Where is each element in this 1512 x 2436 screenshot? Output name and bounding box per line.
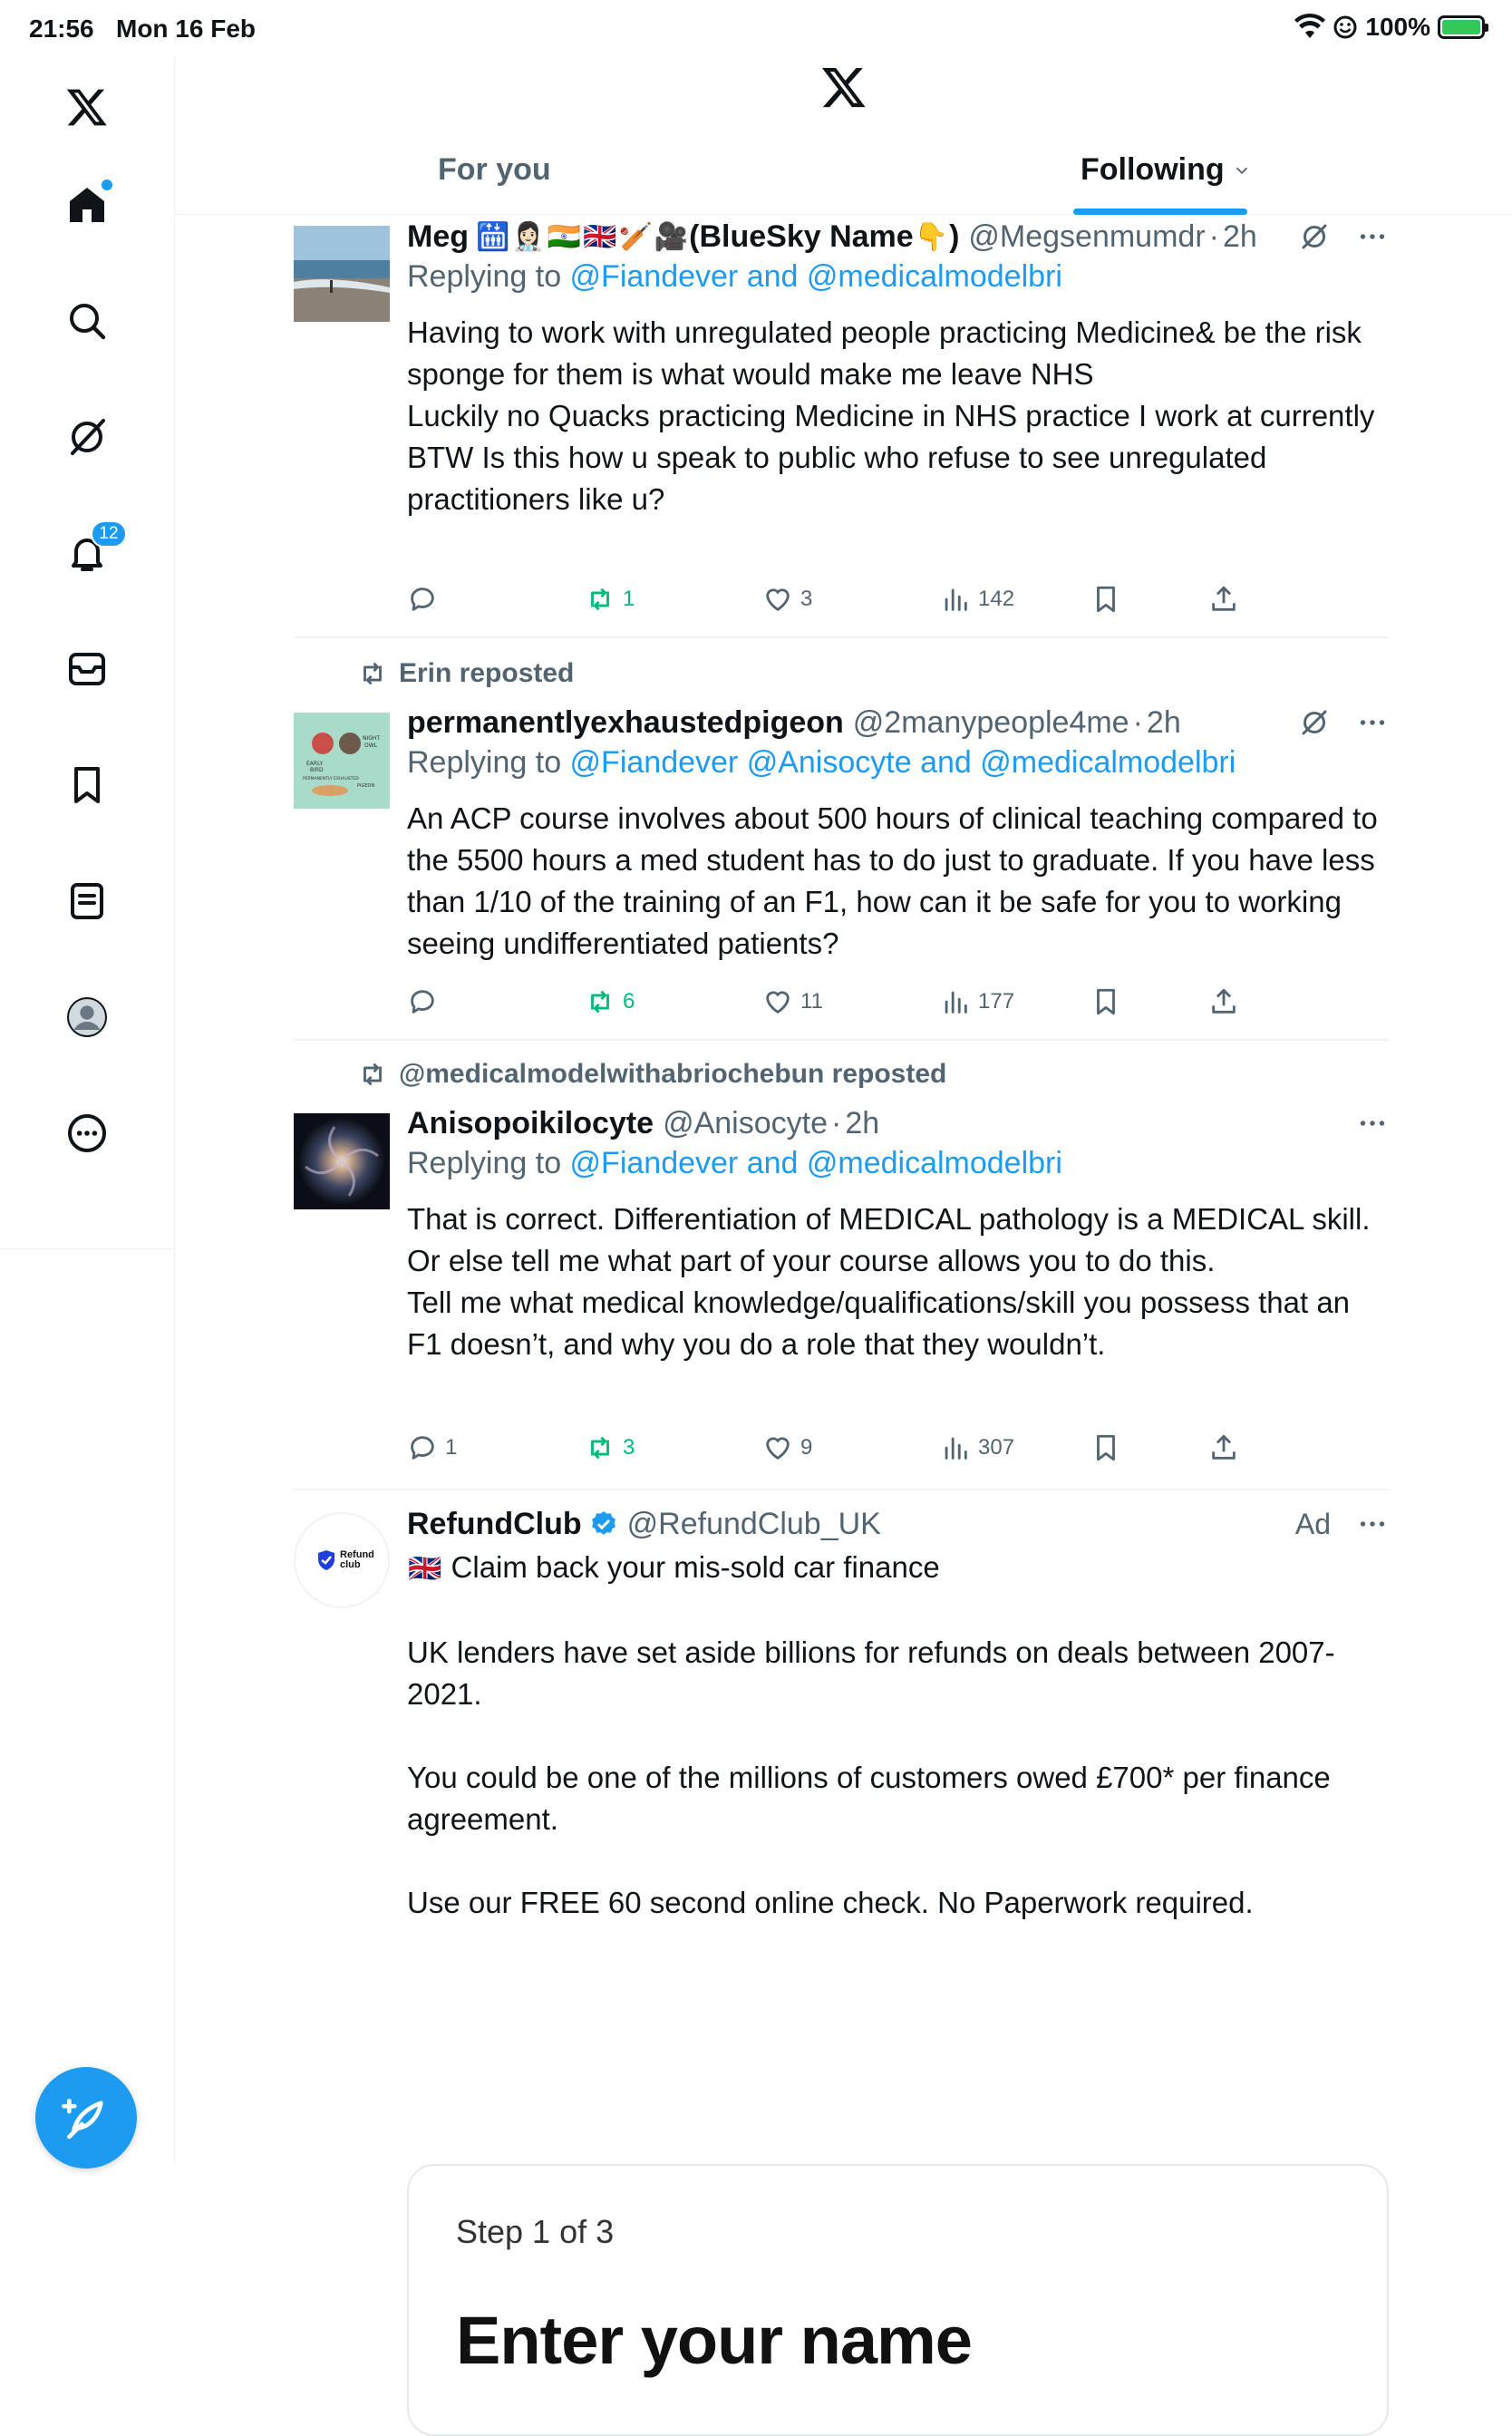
display-name-suffix: (BlueSky Name [689,218,914,254]
repost-button[interactable]: 6 [585,986,635,1017]
repost-button[interactable]: 1 [585,584,635,615]
status-bar [0,0,1512,56]
bookmark-button[interactable] [1090,986,1121,1017]
share-button[interactable] [1208,986,1239,1017]
more-options-icon[interactable] [1356,706,1389,739]
tweet-header-actions [1298,216,1389,257]
svg-text:PERMANENTLY EXHAUSTED: PERMANENTLY EXHAUSTED [303,777,359,781]
timeline-feed [176,216,1512,2378]
tweet-actions [407,986,1389,1026]
views-button[interactable]: 307 [940,1432,1014,1463]
tweet-text: An ACP course involves about 500 hours of clinical teaching compared to the 5500 hours a med student has to do just to graduate. If you have less than 1/10 of the training of an F1, how can it be safe for you to working seeing undifferentiated patients? [407,801,1378,960]
reply-targets[interactable]: @Fiandever @Anisocyte and @medicalmodelbri [569,745,1236,780]
display-name[interactable]: permanentlyexhaustedpigeon [407,704,844,740]
status-indicators [1294,13,1485,42]
x-logo-icon[interactable] [820,63,867,111]
wifi-icon [1294,15,1325,40]
views-chart-icon [940,584,971,615]
more-options-icon[interactable] [1356,1508,1389,1540]
tweet-header [407,1503,1389,1545]
views-chart-icon [940,986,971,1017]
share-icon [1208,584,1239,615]
user-handle[interactable]: @Anisocyte [663,1105,828,1140]
social-context[interactable]: @medicalmodelwithabriochebun reposted [357,1059,946,1090]
reply-button[interactable]: 1 [407,1432,457,1463]
bookmark-button[interactable] [1090,584,1121,615]
uk-flag-emoji-icon: 🇬🇧 [583,221,617,252]
verified-badge-icon [589,1509,618,1538]
display-name[interactable]: Anisopoikilocyte [407,1105,654,1140]
tweet-header-actions [1295,1503,1389,1545]
replying-to: Replying to @Fiandever and @medicalmodelbri [407,259,1062,294]
tweet-time[interactable]: 2h [1222,218,1257,254]
search-icon[interactable] [60,294,114,348]
refundclub-logo: Refund club [316,1549,367,1571]
repost-icon [585,986,615,1017]
tab-following-label: Following [1081,152,1225,187]
focus-smiley-icon [1333,15,1358,40]
chevron-down-icon [1232,160,1252,180]
reply-icon [407,584,438,615]
messages-icon[interactable] [60,642,114,696]
display-name[interactable]: Meg [407,218,469,254]
profile-icon[interactable] [60,990,114,1044]
reply-button[interactable] [407,986,445,1017]
battery-icon [1438,15,1485,39]
tweet-header: permanentlyexhaustedpigeon @2manypeople4me · 2h [407,702,1389,743]
share-icon [1208,1432,1239,1463]
heart-icon [762,1432,793,1463]
display-name[interactable]: RefundClub [407,1506,582,1541]
share-button[interactable] [1208,1432,1239,1463]
form-title: Enter your name [456,2303,972,2378]
doctor-emoji-icon: 👩🏻‍⚕️ [511,221,546,252]
active-tab-indicator [1073,209,1247,215]
views-button[interactable]: 142 [940,584,1014,615]
avatar[interactable] [294,713,390,809]
grok-icon[interactable] [1298,220,1331,253]
reply-button[interactable] [407,584,445,615]
more-icon[interactable] [60,1106,114,1160]
avatar[interactable] [294,1113,390,1209]
repost-icon [585,584,615,615]
form-step-label: Step 1 of 3 [456,2213,615,2250]
tweet-header: Anisopoikilocyte @Anisocyte · 2h [407,1102,1389,1144]
display-name-close: ) [949,218,960,254]
svg-text:PIGEON: PIGEON [357,783,375,789]
like-button[interactable]: 3 [762,584,812,615]
repost-icon [585,1432,615,1463]
notifications-badge: 12 [91,520,127,548]
compose-feather-icon [61,2092,111,2143]
repost-icon [357,658,388,689]
views-chart-icon [940,1432,971,1463]
replying-to: Replying to @Fiandever @Anisocyte and @medicalmodelbri [407,745,1236,780]
tweet-time[interactable]: 2h [1146,704,1181,740]
like-button[interactable]: 9 [762,1432,812,1463]
like-button[interactable]: 11 [762,986,823,1017]
sidebar-divider [0,1248,175,1249]
home-notification-dot [102,180,112,190]
uk-flag-emoji-icon: 🇬🇧 [408,1554,442,1584]
camera-emoji-icon: 🎥 [654,221,689,252]
replying-to: Replying to @Fiandever and @medicalmodelbri [407,1146,1062,1180]
tweet-header-actions [1298,702,1389,743]
ad-form-card[interactable] [407,2164,1389,2436]
battery-percent: 100% [1365,13,1430,41]
more-options-icon[interactable] [1356,220,1389,253]
repost-button[interactable]: 3 [585,1432,635,1463]
repost-icon [357,1059,388,1090]
ad-label: Ad [1294,1507,1331,1540]
views-button[interactable]: 177 [940,986,1014,1017]
tweet-text: Having to work with unregulated people practicing Medicine& be the risk sponge for them is what would make me leave NHS Luckily no Quacks practicing Medicine in NHS practice I work at currently BTW Is this how u speak to public who refuse to see unregulated practitioners like u? [407,315,1375,516]
grok-icon[interactable] [60,410,114,464]
svg-text:EARLY: EARLY [306,761,324,767]
tweet-text: That is correct. Differentiation of MEDICAL pathology is a MEDICAL skill. Or else tell me what part of your course allows you to do this. Tell me what medical knowledge/qualifications/skill you possess that an F1 doesn’t, and why you do a role that they wouldn’t. [407,1202,1371,1361]
x-logo-icon[interactable] [60,80,114,134]
india-flag-emoji-icon: 🇮🇳 [547,221,582,252]
promoted-tweet[interactable] [176,1490,1512,2179]
avatar[interactable] [294,1512,390,1608]
user-handle[interactable]: @Megsenmumdr [968,218,1206,254]
reply-targets[interactable]: @Fiandever and @medicalmodelbri [569,1146,1062,1180]
tab-following[interactable] [1081,152,1252,188]
cricket-emoji-icon: 🏏 [618,221,653,252]
notifications-icon[interactable] [60,524,119,580]
svg-text:OWL: OWL [364,742,377,749]
tweet-header-actions [1356,1102,1389,1144]
avatar[interactable] [294,226,390,322]
bookmark-button[interactable] [1090,1432,1121,1463]
home-icon[interactable] [60,178,114,232]
sidebar [0,56,175,2165]
bookmark-icon [1090,986,1121,1017]
share-icon [1208,986,1239,1017]
point-down-emoji-icon: 👇 [914,221,949,252]
timeline-header [176,56,1512,215]
bookmark-icon [1090,1432,1121,1463]
more-options-icon[interactable] [1356,1107,1389,1140]
bookmark-icon [1090,584,1121,615]
shield-icon [316,1549,336,1571]
reply-targets[interactable]: @Fiandever and @medicalmodelbri [569,259,1062,294]
social-context[interactable]: Erin reposted [357,658,574,689]
badge-emoji-icon: 🛗 [476,221,510,252]
tweet-text: 🇬🇧 Claim back your mis-sold car finance UK lenders have set aside billions for refunds on deals between 2007-2021. You could be one of the millions of customers owed £700* per finance agreement. Use our FREE 60 second online check. No Paperwork required. [407,1550,1335,1919]
status-time: 21:56 [29,15,94,43]
compose-button[interactable] [35,2067,137,2169]
user-handle[interactable]: @RefundClub_UK [626,1506,881,1541]
user-handle[interactable]: @2manypeople4me [852,704,1129,740]
heart-icon [762,986,793,1017]
lists-icon[interactable] [60,874,114,928]
heart-icon [762,584,793,615]
tweet-header: Meg 🛗 👩🏻‍⚕️ 🇮🇳 🇬🇧 🏏 🎥 (BlueSky Name 👇 ) @Megsenmumdr · 2h [407,216,1389,257]
svg-text:NIGHT: NIGHT [363,735,381,742]
bookmarks-icon[interactable] [60,758,114,812]
tweet-actions [407,584,1389,624]
grok-icon[interactable] [1298,706,1331,739]
svg-text:BIRD: BIRD [310,767,324,773]
tweet[interactable] [176,216,1512,638]
tweet[interactable] [176,638,1512,1041]
reply-icon [407,1432,438,1463]
tweet[interactable] [176,1041,1512,1490]
reply-icon [407,986,438,1017]
status-date: Mon 16 Feb [116,15,257,43]
tweet-actions [407,1432,1389,1472]
tab-for-you[interactable]: For you [438,152,551,187]
share-button[interactable] [1208,584,1239,615]
tweet-time[interactable]: 2h [845,1105,880,1140]
